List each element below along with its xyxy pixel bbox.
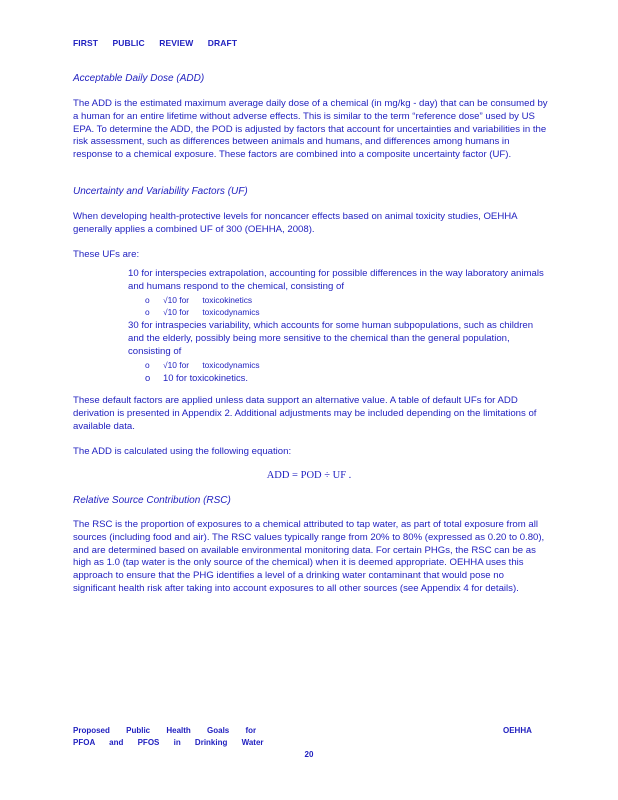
sub-item <box>145 359 260 371</box>
footer-agency: OEHHA <box>503 726 532 735</box>
calc-intro: The ADD is calculated using the following equation: <box>73 446 292 457</box>
sub-item-value: √10 for <box>163 307 190 317</box>
sub-bullet-marker: o <box>145 360 150 370</box>
rsc-paragraph: The RSC is the proportion of exposures to a chemical attributed to tap water, as part of total exposure from all sources (including food and air). The RSC values typically range from 20% to 80% (expressed as 0.20 to 0.80), and are determined based on available environmental monitoring data. For certain PHGs, the RSC can be as high as 1.0 (tap water is the only source of the chemical) when it is deemed appropriate. OEHHA uses this approach to ensure that the PHG identifies a level of a drinking water contaminant that would pose no significant health risk after taking into account exposures to all other sources (see Appendix 4 for details). <box>73 519 545 594</box>
sub-item-value: √10 for <box>163 295 190 305</box>
sub-bullet-marker: o <box>145 295 150 305</box>
sub-item-term: toxicodynamics <box>202 360 260 370</box>
footer-title-line2: PFOA and PFOS in Drinking Water <box>73 738 264 747</box>
default-factors-paragraph: These default factors are applied unless data support an alternative value. A table of default UFs for ADD derivation is presented in Appendix 2. Additional adjustments may be included depending on the limitations of available data. <box>73 395 537 432</box>
sub-item-value: 10 for toxicokinetics. <box>163 372 248 383</box>
page-number: 20 <box>304 750 314 759</box>
sub-bullet-marker: o <box>145 307 150 317</box>
bullet-intraspecies: 30 for intraspecies variability, which accounts for some human subpopulations, such as children and the elderly, possibly being more sensitive to the chemical than the general population, consisting of <box>128 320 534 357</box>
add-equation: ADD = POD ÷ UF . <box>266 470 352 481</box>
add-heading: Acceptable Daily Dose (ADD) <box>73 73 205 84</box>
draft-header: FIRST PUBLIC REVIEW DRAFT <box>73 38 238 48</box>
sub-item <box>145 294 252 306</box>
sub-item <box>145 306 260 318</box>
bullet-interspecies: 10 for interspecies extrapolation, accounting for possible differences in the way laboratory animals and humans respond to the chemical, consisting of <box>128 268 544 292</box>
uf-heading: Uncertainty and Variability Factors (UF) <box>73 186 248 197</box>
uf-paragraph: When developing health-protective levels for noncancer effects based on animal toxicity studies, OEHHA generally applies a combined UF of 300 (OEHHA, 2008). <box>73 211 518 235</box>
sub-bullet-marker: o <box>145 372 151 383</box>
sub-item-term: toxicodynamics <box>202 307 260 317</box>
add-paragraph: The ADD is the estimated maximum average daily dose of a chemical (in mg/kg - day) that can be consumed by a human for an entire lifetime without adverse effects. This is similar to the term “reference dose” used by US EPA. To determine the ADD, the POD is adjusted by factors that account for uncertainties and variabilities in the risk assessment, such as differences between animals and humans, and differences among humans in response to a chemical exposure. These factors are combined into a composite uncertainty factor (UF). <box>73 98 548 161</box>
rsc-heading: Relative Source Contribution (RSC) <box>73 495 231 506</box>
footer-title-line1: Proposed Public Health Goals for <box>73 726 257 735</box>
ufs-intro: These UFs are: <box>73 249 140 260</box>
sub-item-term: toxicokinetics <box>202 295 253 305</box>
sub-item-value: √10 for <box>163 360 190 370</box>
sub-item <box>145 372 248 384</box>
